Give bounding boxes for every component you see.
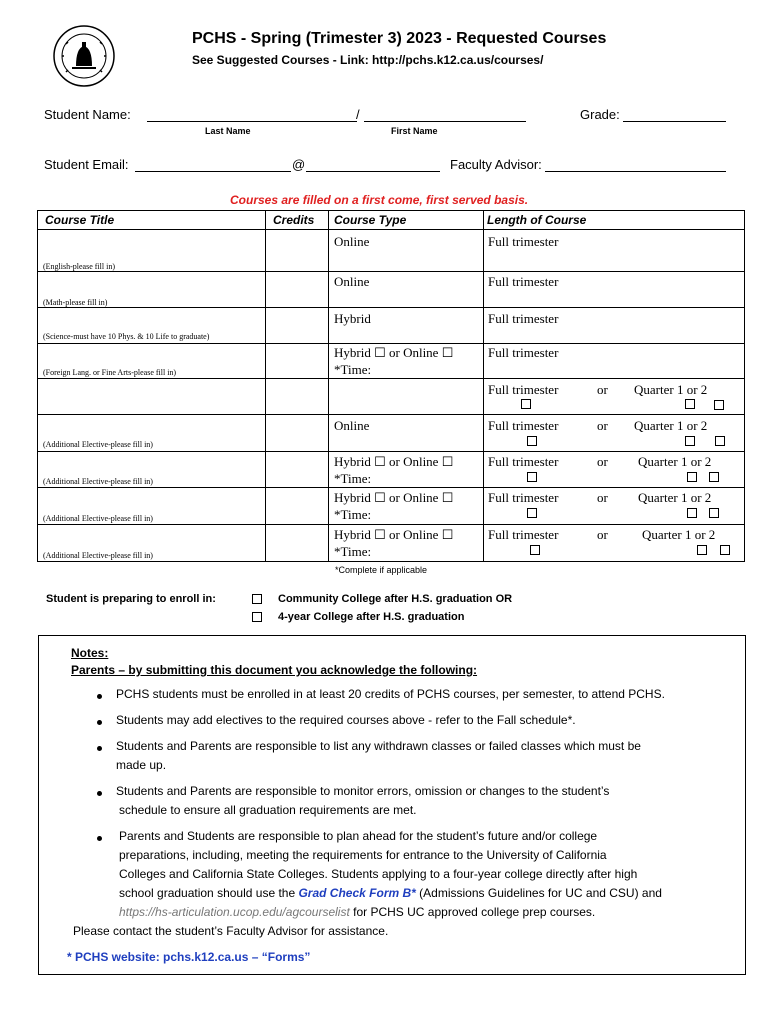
bullet-dot [97, 746, 102, 751]
row3-type: Hybrid [334, 311, 371, 326]
note-bullet-5-line5 [119, 905, 595, 919]
email-domain-field[interactable] [306, 171, 440, 172]
row8-length: Full trimester [488, 490, 559, 505]
row9-q1-checkbox[interactable] [697, 545, 707, 555]
community-college-label: Community College after H.S. graduation OR [278, 593, 513, 605]
row1-title-hint: (English-please fill in) [43, 262, 115, 271]
row1-type: Online [334, 234, 370, 249]
row9-time: *Time: [334, 544, 372, 559]
ucop-course-list-link[interactable]: https://hs-articulation.ucop.edu/agcourselist [119, 905, 350, 919]
row6-length: Full trimester [488, 418, 559, 433]
bullet-dot [97, 836, 102, 841]
row4-length: Full trimester [488, 345, 559, 360]
note-bullet-5-line1: Parents and Students are responsible to plan ahead for the student’s future and/or college [119, 829, 598, 843]
row8-title-hint: (Additional Elective-please fill in) [43, 514, 153, 523]
row3-title-hint: (Science-must have 10 Phys. & 10 Life to graduate) [43, 332, 210, 341]
first-name-field[interactable] [364, 121, 526, 122]
row8-type: Hybrid ☐ or Online ☐ [334, 490, 454, 505]
row6-q2-checkbox[interactable] [715, 436, 725, 446]
row5-q2-checkbox[interactable] [714, 400, 724, 410]
header-length: Length of Course [487, 213, 587, 227]
row2-type: Online [334, 274, 370, 289]
row7-full-checkbox[interactable] [527, 472, 537, 482]
row6-type: Online [334, 418, 370, 433]
row7-q1-checkbox[interactable] [687, 472, 697, 482]
row9-or: or [597, 527, 608, 542]
enroll-intent-label: Student is preparing to enroll in: [46, 593, 216, 605]
row6-title-hint: (Additional Elective-please fill in) [43, 440, 153, 449]
first-come-notice: Courses are filled on a first come, first served basis. [230, 193, 529, 207]
grad-check-form-link[interactable]: Grad Check Form B* [298, 886, 416, 900]
row7-length: Full trimester [488, 454, 559, 469]
notes-box [38, 635, 746, 975]
grade-label: Grade: [580, 107, 620, 122]
header-credits: Credits [273, 213, 315, 227]
four-year-college-label: 4-year College after H.S. graduation [278, 611, 465, 623]
row5-q1-checkbox[interactable] [685, 399, 695, 409]
last-name-field[interactable] [147, 121, 357, 122]
note-bullet-3-line1: Students and Parents are responsible to list any withdrawn classes or failed classes which must be [116, 739, 641, 753]
row6-or: or [597, 418, 608, 433]
four-year-college-checkbox[interactable] [252, 612, 262, 622]
row6-quarter: Quarter 1 or 2 [634, 418, 708, 433]
notes-heading: Notes: [71, 646, 109, 660]
row9-length: Full trimester [488, 527, 559, 542]
row9-quarter: Quarter 1 or 2 [642, 527, 716, 542]
row3-length: Full trimester [488, 311, 559, 326]
note-text: for PCHS UC approved college prep courses. [349, 905, 596, 919]
note-text: (Admissions Guidelines for UC and CSU) and [415, 886, 662, 900]
row7-or: or [597, 454, 608, 469]
row2-title-hint: (Math-please fill in) [43, 298, 108, 307]
table-footnote: *Complete if applicable [335, 565, 428, 575]
row5-full-checkbox[interactable] [521, 399, 531, 409]
grade-field[interactable] [623, 121, 726, 122]
last-name-caption: Last Name [205, 126, 251, 136]
note-bullet-5-line2: preparations, including, meeting the requirements for entrance to the University of California [119, 848, 607, 862]
faculty-advisor-label: Faculty Advisor: [450, 157, 542, 172]
row5-or: or [597, 382, 608, 397]
row9-title-hint: (Additional Elective-please fill in) [43, 551, 153, 560]
row5-quarter: Quarter 1 or 2 [634, 382, 708, 397]
course-table [37, 210, 745, 562]
row6-q1-checkbox[interactable] [685, 436, 695, 446]
row9-q2-checkbox[interactable] [720, 545, 730, 555]
note-bullet-5-line4 [119, 886, 662, 900]
note-bullet-3-line2: made up. [116, 758, 167, 772]
row1-length: Full trimester [488, 234, 559, 249]
note-bullet-1: PCHS students must be enrolled in at least 20 credits of PCHS courses, per semester, to attend PCHS. [116, 687, 665, 701]
community-college-checkbox[interactable] [252, 594, 262, 604]
student-name-label: Student Name: [44, 107, 131, 122]
school-seal-logo [52, 24, 116, 88]
row8-quarter: Quarter 1 or 2 [638, 490, 712, 505]
notes-intro: Parents – by submitting this document you acknowledge the following: [71, 663, 478, 677]
contact-advisor-note: Please contact the student’s Faculty Advisor for assistance. [73, 924, 389, 938]
row7-quarter: Quarter 1 or 2 [638, 454, 712, 469]
row2-length: Full trimester [488, 274, 559, 289]
email-at-sign: @ [292, 157, 306, 172]
row7-time: *Time: [334, 471, 372, 486]
bullet-dot [97, 720, 102, 725]
page-subtitle: See Suggested Courses - Link: http://pchs.k12.ca.us/courses/ [192, 53, 544, 67]
name-separator: / [356, 107, 360, 122]
first-name-caption: First Name [391, 126, 438, 136]
email-user-field[interactable] [135, 171, 291, 172]
bullet-dot [97, 694, 102, 699]
note-text: school graduation should use the [119, 886, 299, 900]
row9-full-checkbox[interactable] [530, 545, 540, 555]
page-title: PCHS - Spring (Trimester 3) 2023 - Requested Courses [192, 30, 607, 47]
row7-type: Hybrid ☐ or Online ☐ [334, 454, 454, 469]
row7-title-hint: (Additional Elective-please fill in) [43, 477, 153, 486]
row4-title-hint: (Foreign Lang. or Fine Arts-please fill in) [43, 368, 177, 377]
row6-full-checkbox[interactable] [527, 436, 537, 446]
note-bullet-2: Students may add electives to the required courses above - refer to the Fall schedule*. [116, 713, 576, 727]
note-bullet-5-line3: Colleges and California State Colleges. Students applying to a four-year college directly after high [119, 867, 638, 881]
faculty-advisor-field[interactable] [545, 171, 726, 172]
note-bullet-4-line1: Students and Parents are responsible to monitor errors, omission or changes to the student’s [116, 784, 610, 798]
row8-q1-checkbox[interactable] [687, 508, 697, 518]
student-email-label: Student Email: [44, 157, 129, 172]
pchs-website-link[interactable]: * PCHS website: pchs.k12.ca.us – “Forms” [67, 950, 311, 964]
note-bullet-4-line2: schedule to ensure all graduation requirements are met. [119, 803, 417, 817]
header-course-title: Course Title [45, 213, 115, 227]
row4-time: *Time: [334, 362, 372, 377]
row5-length: Full trimester [488, 382, 559, 397]
header-course-type: Course Type [334, 213, 407, 227]
row8-full-checkbox[interactable] [527, 508, 537, 518]
row8-q2-checkbox[interactable] [709, 508, 719, 518]
row7-q2-checkbox[interactable] [709, 472, 719, 482]
row8-time: *Time: [334, 507, 372, 522]
row4-type: Hybrid ☐ or Online ☐ [334, 345, 454, 360]
row9-type: Hybrid ☐ or Online ☐ [334, 527, 454, 542]
bullet-dot [97, 791, 102, 796]
row8-or: or [597, 490, 608, 505]
